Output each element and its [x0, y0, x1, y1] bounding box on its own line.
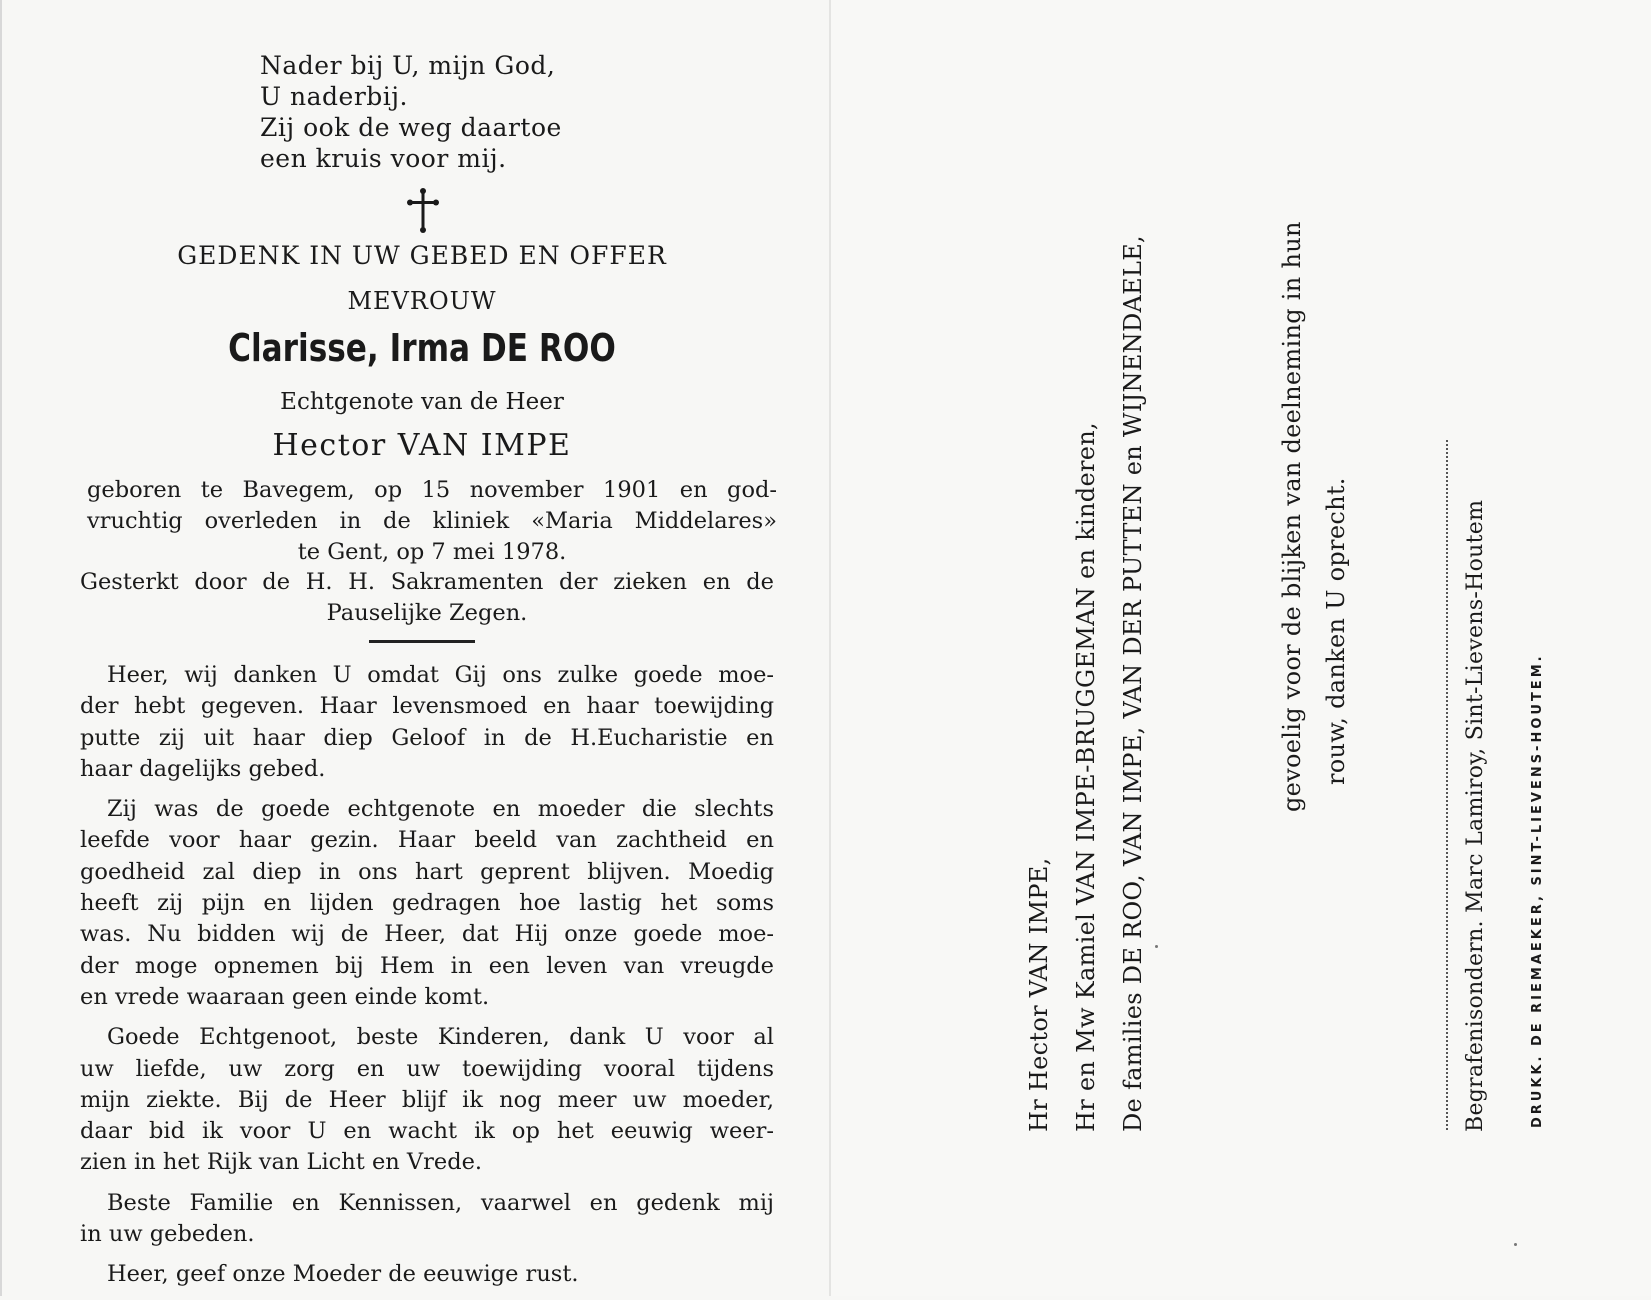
remembrance-heading: GEDENK IN UW GEBED EN OFFER — [177, 241, 667, 270]
paper-speck — [1514, 1243, 1517, 1246]
paragraph — [80, 1188, 774, 1251]
thanks-line-1: gevoelig voor de blijken van deelneming in hun — [1278, 221, 1306, 812]
poem-line: Zij ook de weg daartoe — [260, 113, 562, 142]
printer-imprint: DRUKK. DE RIEMAEKER, SINT-LIEVENS-HOUTEM. — [1530, 653, 1545, 1128]
text-line: in uw gebeden. — [80, 1221, 255, 1248]
family-line-2: Hr en Mw Kamiel VAN IMPE-BRUGGEMAN en kinderen, — [1072, 422, 1100, 1132]
poem — [260, 50, 562, 174]
funeral-director: Begrafenisondern. Marc Lamiroy, Sint-Lievens-Houtem — [1463, 499, 1488, 1132]
family-line-1: Hr Hector VAN IMPE, — [1025, 857, 1053, 1132]
family-line-3: De families DE ROO, VAN IMPE, VAN DER PUTTEN en WIJNENDAELE, — [1119, 235, 1147, 1132]
text-line: mijn ziekte. Bij de Heer blijf ik nog meer uw moeder, — [80, 1086, 774, 1113]
text-line: vruchtig overleden in de kliniek «Maria Middelares» — [87, 508, 777, 534]
prayer-text — [80, 660, 774, 1300]
title-mevrouw: MEVROUW — [347, 287, 497, 315]
right-page — [831, 0, 1651, 1296]
text-line: Goede Echtgenoot, beste Kinderen, dank U voor al — [107, 1024, 774, 1051]
text-line: leefde voor haar gezin. Haar beeld van zachtheid en — [80, 827, 774, 854]
text-line: Zij was de goede echtgenote en moeder die slechts — [107, 796, 774, 823]
text-line: der moge opnemen bij Hem in een leven van vreugde — [80, 952, 774, 979]
birth-death-details — [87, 475, 777, 568]
paragraph — [80, 794, 774, 1013]
paragraph — [80, 660, 774, 785]
text-line: daar bid ik voor U en wacht ik op het eeuwig weer- — [80, 1118, 774, 1145]
spouse-label: Echtgenote van de Heer — [280, 389, 564, 415]
text-line: uw liefde, uw zorg en uw toewijding vooral tijdens — [80, 1055, 774, 1082]
poem-line: U naderbij. — [260, 82, 408, 111]
sacraments-text — [80, 567, 774, 629]
poem-line: Nader bij U, mijn God, — [260, 51, 556, 80]
text-line: heeft zij pijn en lijden gedragen hoe lastig het soms — [80, 890, 774, 917]
text-line: te Gent, op 7 mei 1978. — [297, 539, 567, 565]
paragraph — [80, 1022, 774, 1178]
cross-icon — [405, 188, 441, 234]
text-line: Heer, wij danken U omdat Gij ons zulke goede moe- — [107, 662, 774, 688]
text-line: Gesterkt door de H. H. Sakramenten der zieken en de — [80, 569, 774, 595]
paragraph — [80, 1259, 774, 1290]
poem-line: een kruis voor mij. — [260, 144, 507, 173]
dotted-divider — [1446, 440, 1450, 1130]
text-line: en vrede waaraan geen einde komt. — [80, 983, 490, 1010]
text-line: putte zij uit haar diep Geloof in de H.Eucharistie en — [80, 724, 774, 751]
spouse-name: Hector VAN IMPE — [272, 428, 572, 463]
text-line: haar dagelijks gebed. — [80, 755, 326, 782]
text-line: geboren te Bavegem, op 15 november 1901 en god- — [87, 477, 777, 503]
divider — [369, 640, 475, 643]
text-line: Pauselijke Zegen. — [326, 600, 528, 626]
text-line: der hebt gegeven. Haar levensmoed en haar toewijding — [80, 693, 774, 720]
text-line: Beste Familie en Kennissen, vaarwel en gedenk mij — [107, 1189, 774, 1216]
text-line: goedheid zal diep in ons hart geprent blijven. Moedig — [80, 858, 774, 885]
thanks-line-2: rouw, danken U oprecht. — [1322, 477, 1350, 785]
paper-speck — [1155, 945, 1158, 948]
text-line: Heer, geef onze Moeder de eeuwige rust. — [107, 1261, 579, 1288]
text-line: was. Nu bidden wij de Heer, dat Hij onze goede moe- — [80, 921, 774, 948]
deceased-name: Clarisse, Irma DE ROO — [228, 326, 616, 370]
text-line: zien in het Rijk van Licht en Vrede. — [80, 1149, 483, 1176]
